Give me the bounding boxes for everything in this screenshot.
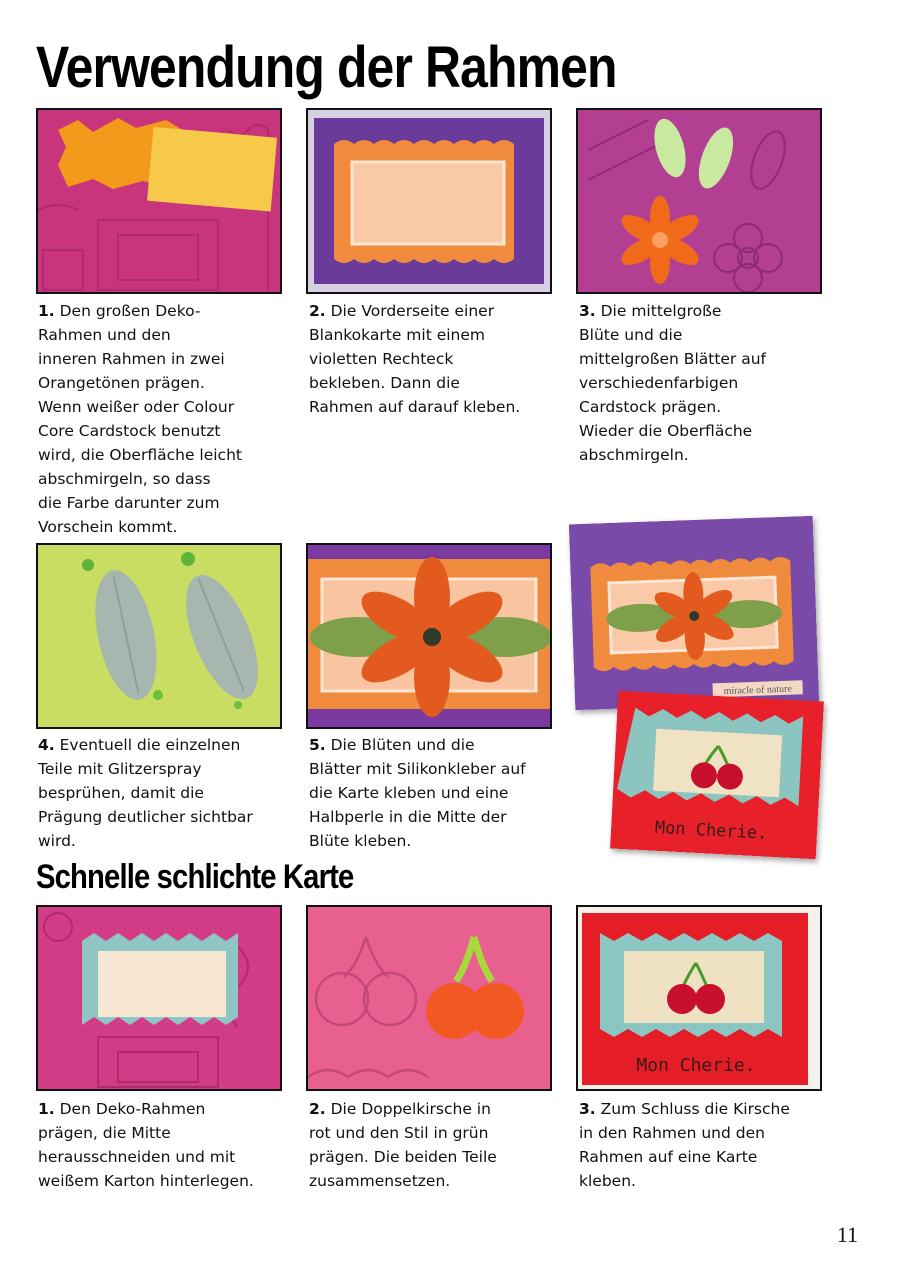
caption-step-2 [309, 299, 559, 419]
step-text: Die mittelgroße Blüte und die mittelgroßen Blätter auf verschiedenfarbigen Cardstock prägen. Wieder die Oberfläche abschmirgeln. [579, 302, 767, 464]
finished-violet-card-image [569, 516, 819, 710]
embossed-cherries-image [308, 907, 550, 1089]
page-title: Verwendung der Rahmen [36, 35, 617, 100]
photo-step-4 [36, 543, 282, 729]
step-text: Die Vorderseite einer Blankokarte mit einem violetten Rechteck bekleben. Dann die Rahmen auf darauf kleben. [309, 302, 521, 416]
step-number: 3. [579, 1100, 596, 1118]
caption-step-1 [38, 299, 288, 539]
step-text: Die Blüten und die Blätter mit Silikonkleber auf die Karte kleben und eine Halbperle in die Mitte der Blüte kleben. [309, 736, 526, 850]
step-text: Den großen Deko- Rahmen und den inneren Rahmen in zwei Orangetönen prägen. Wenn weißer oder Colour Core Cardstock benutzt wird, die Oberfläche leicht abschmirgeln, so dass die Farbe darunter zum Vorschein kommt. [38, 302, 242, 536]
step-number: 2. [309, 302, 326, 320]
finished-card-violet [569, 516, 819, 710]
caption-step-4 [38, 733, 288, 853]
caption-step-5 [309, 733, 559, 853]
card-greeting: Mon Cherie. [636, 1055, 756, 1076]
embossed-frame-white-image [38, 907, 280, 1089]
caption-quick-step-1 [38, 1097, 288, 1193]
flower-card-closeup-image [308, 545, 550, 727]
page-number: 11 [836, 1222, 858, 1247]
step-text: Die Doppelkirsche in rot und den Stil in grün prägen. Die beiden Teile zusammensetzen. [309, 1100, 497, 1190]
photo-quick-step-1 [36, 905, 282, 1091]
violet-card-frame-image [308, 110, 550, 292]
step-number: 4. [38, 736, 55, 754]
step-number: 3. [579, 302, 596, 320]
section-title: Schnelle schlichte Karte [36, 858, 354, 896]
step-text: Zum Schluss die Kirsche in den Rahmen und den Rahmen auf eine Karte kleben. [579, 1100, 790, 1190]
card-label: miracle of nature [723, 683, 793, 698]
step-text: Eventuell die einzelnen Teile mit Glitzerspray besprühen, damit die Prägung deutlicher sichtbar wird. [38, 736, 253, 850]
finished-red-card-image [610, 691, 824, 860]
photo-step-5 [306, 543, 552, 729]
caption-quick-step-2 [309, 1097, 559, 1193]
step-number: 1. [38, 302, 55, 320]
photo-step-1 [36, 108, 282, 294]
photo-step-3 [576, 108, 822, 294]
embossed-frames-image [38, 110, 280, 292]
photo-quick-step-3 [576, 905, 822, 1091]
finished-cherry-card-image [578, 907, 820, 1089]
flower-leaves-image [578, 110, 820, 292]
caption-quick-step-3 [579, 1097, 829, 1193]
card-greeting: Mon Cherie. [654, 817, 768, 844]
glitter-leaves-image [38, 545, 280, 727]
step-text: Den Deko-Rahmen prägen, die Mitte herausschneiden und mit weißem Karton hinterlegen. [38, 1100, 254, 1190]
step-number: 2. [309, 1100, 326, 1118]
photo-step-2 [306, 108, 552, 294]
caption-step-3 [579, 299, 829, 467]
finished-card-red [610, 691, 824, 860]
photo-quick-step-2 [306, 905, 552, 1091]
step-number: 5. [309, 736, 326, 754]
step-number: 1. [38, 1100, 55, 1118]
